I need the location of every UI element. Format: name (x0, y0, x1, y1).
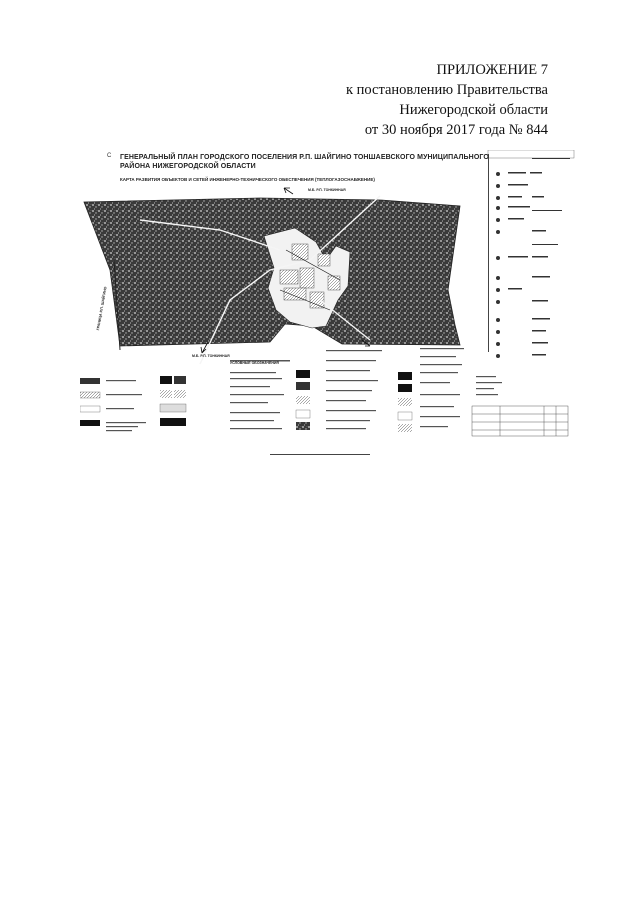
title-block-stamp (472, 406, 568, 436)
separator-line (270, 454, 370, 455)
appendix-decree-line: к постановлению Правительства (346, 82, 548, 98)
appendix-header (268, 60, 548, 140)
appendix-date-line: от 30 ноября 2017 года № 844 (364, 122, 548, 138)
map-sheet-letter: С (107, 153, 112, 159)
map-subtitle: КАРТА РАЗВИТИЯ ОБЪЕКТОВ И СЕТЕЙ ИНЖЕНЕРНО-ТЕХНИЧЕСКОГО ОБЕСПЕЧЕНИЯ (ТЕПЛОГАЗОСНАБЖЕНИЕ) (120, 177, 375, 182)
road-arrow-top (284, 188, 293, 194)
appendix-region-line: Нижегородской области (399, 102, 548, 118)
bottom-legend-blocks (80, 348, 568, 436)
master-plan-map-sheet (80, 150, 576, 440)
vertical-road-label: ГРАНИЦА Р.П. ШАЙГИНО (96, 286, 108, 331)
road-label-bottom: М.Б. Р.П. ТОНКИННАЯ (192, 354, 230, 358)
map-drawing (80, 150, 576, 440)
road-label-top: М.Б. Р.П. ТОНКИННАЯ (308, 188, 346, 192)
map-title: ГЕНЕРАЛЬНЫЙ ПЛАН ГОРОДСКОГО ПОСЕЛЕНИЯ Р.П. ШАЙГИНО ТОНШАЕВСКОГО МУНИЦИПАЛЬНОГО РАЙОНА НИЖЕГОРОДСКОЙ ОБЛАСТИ (120, 154, 489, 170)
appendix-number: ПРИЛОЖЕНИЕ 7 (436, 62, 548, 78)
legend-heading: УСЛОВНЫЕ ОБОЗНАЧЕНИЯ (230, 361, 279, 365)
right-legend-strip (488, 150, 574, 358)
